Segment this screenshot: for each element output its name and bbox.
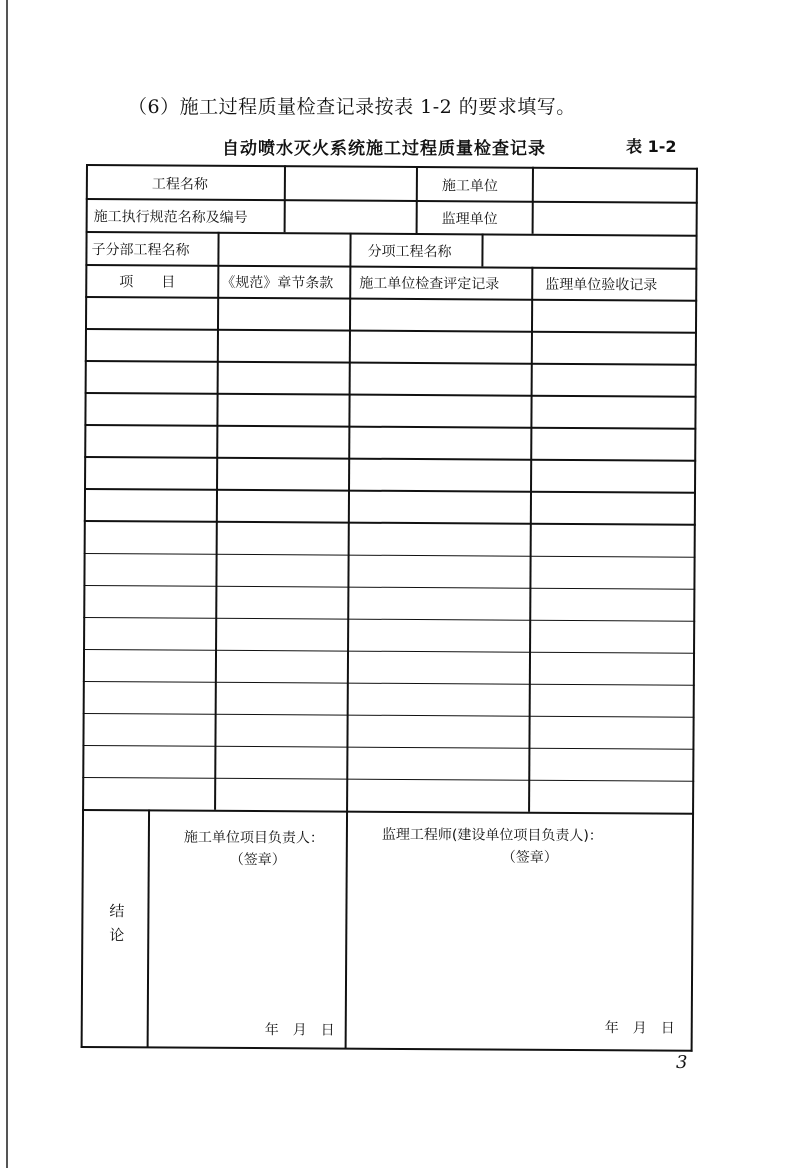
table-title: 自动喷水灭火系统施工过程质量检查记录 [222, 139, 546, 159]
page-number: 3 [676, 1052, 688, 1073]
date-left: 年 月 日 [264, 1022, 335, 1039]
column-header-supervision-record: 监理单位验收记录 [545, 276, 658, 294]
construction-signer-label: 施工单位项目负责人： [183, 829, 324, 847]
col-divider-3 [528, 267, 533, 812]
form-border-bottom [81, 1046, 693, 1051]
table-number: 表 1-2 [626, 137, 677, 156]
row-separator [85, 392, 697, 397]
row1-divider-b [416, 166, 418, 233]
label-project-name: 工程名称 [151, 176, 208, 193]
supervisor-signer-label: 监理工程师(建设单位项目负责人)： [381, 826, 603, 845]
row3-divider-b [349, 233, 351, 266]
row-separator [83, 713, 695, 718]
label-item-project: 分项工程名称 [367, 243, 452, 261]
row2-divider-a [284, 199, 286, 232]
row-separator [83, 649, 695, 654]
row-separator [83, 617, 695, 622]
column-header-line [85, 296, 697, 301]
col-divider-2 [346, 266, 351, 811]
column-header-construction-record: 施工单位检查评定记录 [359, 275, 500, 293]
row-separator [84, 456, 696, 461]
row-separator [82, 745, 694, 750]
label-sub-project: 子分部工程名称 [91, 242, 190, 259]
intro-text: （6）施工过程质量检查记录按表 1-2 的要求填写。 [128, 96, 576, 118]
row-separator [84, 520, 696, 525]
row3-divider-c [481, 233, 483, 266]
date-right: 年 月 日 [604, 1020, 675, 1037]
row-separator [83, 585, 695, 590]
row-separator [84, 552, 696, 557]
label-construction-unit: 施工单位 [441, 178, 498, 195]
column-header-item: 项 目 [119, 274, 176, 291]
row-separator [82, 777, 694, 782]
row-separator [84, 424, 696, 429]
page-edge [6, 0, 8, 1168]
row-separator [83, 681, 695, 686]
supervisor-seal-label: （签章） [501, 849, 558, 866]
row3-divider-a [217, 232, 219, 265]
header-line-3 [85, 264, 697, 269]
header-line-1 [86, 198, 698, 203]
conclusion-top-line [82, 809, 694, 814]
label-spec-name-no: 施工执行规范名称及编号 [93, 209, 248, 226]
conclusion-label: 结论 [109, 902, 125, 945]
form-border-top [86, 164, 698, 169]
row1-divider-a [284, 165, 286, 199]
row-separator [85, 328, 697, 333]
row1-divider-c [532, 167, 534, 234]
label-supervision-unit: 监理单位 [441, 211, 498, 228]
header-line-2 [86, 231, 698, 236]
conclusion-mid-divider [345, 811, 348, 1049]
col-divider-1 [214, 265, 219, 810]
row-separator [85, 360, 697, 365]
construction-seal-label: （签章） [229, 851, 286, 869]
column-header-clause: 《规范》章节条款 [221, 274, 334, 292]
conclusion-label-divider [147, 809, 150, 1047]
row-separator [84, 488, 696, 493]
inspection-record-form [81, 164, 698, 1052]
